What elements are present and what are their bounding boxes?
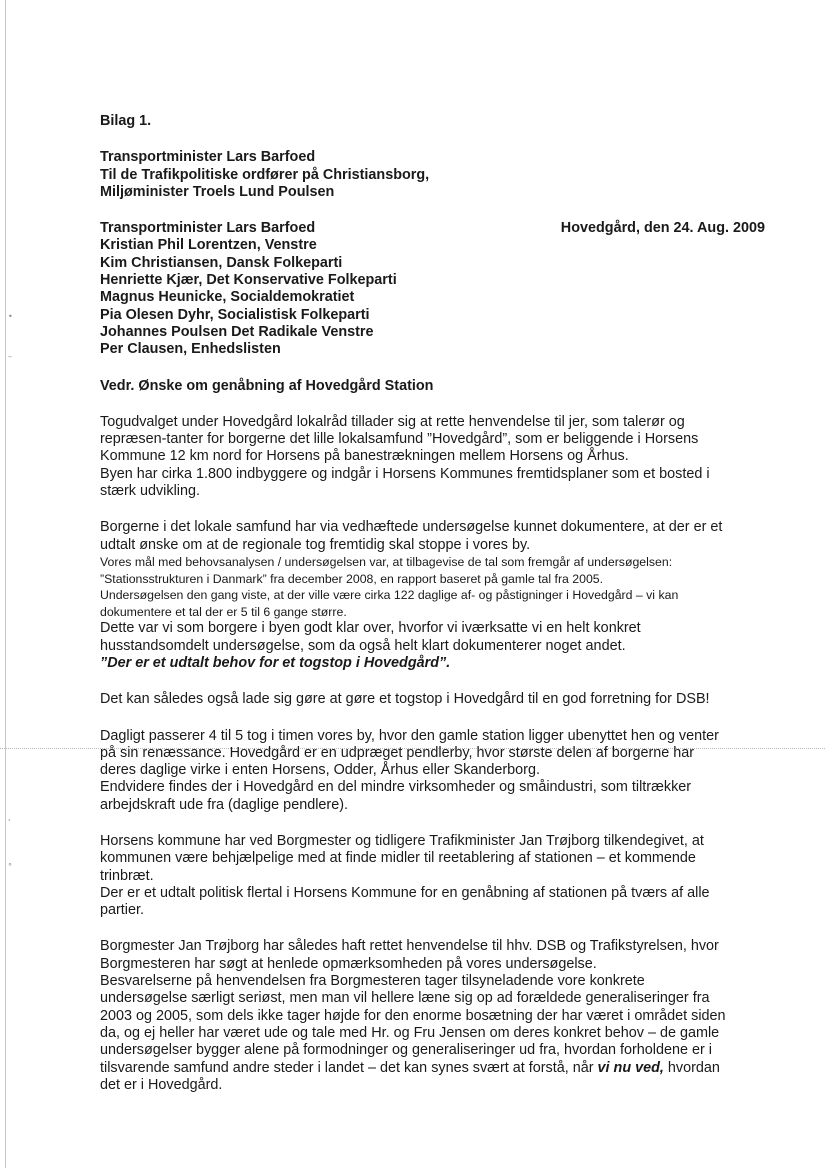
text-line: Borgmester Jan Trøjborg har således haft rettet henvendelse til hhv. DSB og Trafikstyrelsen, hvor [100, 938, 719, 955]
recipient-block [100, 220, 765, 358]
text-line [100, 1060, 765, 1077]
text-line: det er i Hovedgård. [100, 1076, 223, 1093]
text-line: Togudvalget under Hovedgård lokalråd tillader sig at rette henvendelse til jer, som talerør og [100, 413, 685, 430]
paragraph-intro [100, 414, 765, 500]
text-line: Dagligt passerer 4 til 5 tog i timen vores by, hvor den gamle station ligger ubenyttet hen og venter [100, 727, 719, 744]
recipient-line: Henriette Kjær, Det Konservative Folkeparti [100, 272, 397, 289]
text-line: på sin renæssance. Hovedgård er en udpræget pendlerby, hvor største delen af borgerne har [100, 744, 695, 761]
text-line: Borgmesteren har søgt at henlede opmærksomheden på vores undersøgelse. [100, 955, 597, 972]
scan-speck: • [8, 312, 13, 321]
text-line: repræsen-tanter for borgerne det lille lokalsamfund ”Hovedgård”, som er beliggende i Horsens [100, 431, 699, 448]
addressee-block [100, 149, 765, 201]
text-line-small: ”Stationsstrukturen i Danmark” fra december 2008, en rapport baseret på gamle tal fra 2005. [100, 571, 604, 586]
text-line: husstandsomdelt undersøgelse, som da også helt klart dokumenterer noget andet. [100, 637, 626, 654]
letter-page [100, 113, 765, 1094]
text-segment: hvordan [663, 1059, 720, 1076]
scan-left-edge [5, 0, 6, 1168]
paragraph-survey [100, 519, 765, 672]
text-line: udtalt ønske om at de regionale tog fremtidig skal stoppe i vores by. [100, 536, 531, 553]
text-line: undersøgelser bygger alene på formodninger og generaliseringer ud fra, hvordan forholdene er i [100, 1042, 712, 1059]
text-line: partier. [100, 902, 144, 919]
emphasis-text: vi nu ved, [597, 1059, 664, 1076]
text-line: Besvarelserne på henvendelsen fra Borgmesteren tager tilsyneladende vore konkrete [100, 973, 645, 990]
text-line: Kommune 12 km nord for Horsens på banestrækningen mellem Horsens og Århus. [100, 448, 629, 465]
text-line: deres daglige virke i enten Horsens, Odder, Århus eller Skanderborg. [100, 762, 540, 779]
text-line: Endvidere findes der i Hovedgård en del mindre virksomheder og småindustri, som tiltrækker [100, 779, 692, 796]
recipient-line: Kristian Phil Lorentzen, Venstre [100, 237, 317, 254]
recipient-line: Transportminister Lars Barfoed [100, 220, 316, 237]
scan-speck: – [8, 352, 12, 361]
text-line-small: Vores mål med behovsanalysen / undersøgelsen var, at tilbagevise de tal som fremgår af undersøgelsen: [100, 554, 673, 569]
addressee-line: Transportminister Lars Barfoed [100, 149, 316, 166]
paragraph-mayor [100, 938, 765, 1094]
text-line: Byen har cirka 1.800 indbyggere og indgår i Horsens Kommunes fremtidsplaner som et bosted i [100, 465, 710, 482]
text-line: da, og ej heller har været ude og tale med Hr. og Fru Jensen om deres konkret behov – de gamle [100, 1024, 720, 1041]
attachment-label: Bilag 1. [100, 113, 152, 129]
subject-line: Vedr. Ønske om genåbning af Hovedgård Station [100, 377, 434, 394]
addressee-line: Miljøminister Troels Lund Poulsen [100, 183, 335, 200]
text-line: arbejdskraft ude fra (daglige pendlere). [100, 796, 348, 813]
text-line: stærk udvikling. [100, 483, 200, 500]
scan-speck: ° [8, 862, 12, 871]
text-line: Borgerne i det lokale samfund har via vedhæftede undersøgelse kunnet dokumentere, at der er et [100, 519, 723, 536]
date-line: Hovedgård, den 24. Aug. 2009 [560, 220, 765, 237]
paragraph-traffic [100, 728, 765, 814]
text-line: 2003 og 2005, som dels ikke tager højde for den enorme bosætning der har været i området siden [100, 1007, 726, 1024]
text-line: Horsens kommune har ved Borgmester og tidligere Trafikminister Jan Trøjborg tilkendegivet, at [100, 832, 704, 849]
text-line: Dette var vi som borgere i byen godt klar over, hvorfor vi iværksatte vi en helt konkret [100, 620, 641, 637]
scan-speck: ‘ [8, 818, 11, 827]
emphasis-quote: ”Der er et udtalt behov for et togstop i Hovedgård”. [100, 654, 451, 671]
text-line-small: Undersøgelsen den gang viste, at der ville være cirka 122 daglige af- og påstigninger i Hovedgård – vi kan [100, 588, 679, 603]
recipient-line: Kim Christiansen, Dansk Folkeparti [100, 254, 343, 271]
text-line-small: dokumentere et tal der er 5 til 6 gange større. [100, 604, 347, 619]
paragraph-municipality [100, 833, 765, 919]
text-segment: tilsvarende samfund andre steder i landet – det kan synes svært at forstå, når [100, 1059, 598, 1076]
recipient-line: Per Clausen, Enhedslisten [100, 341, 281, 358]
recipient-line: Magnus Heunicke, Socialdemokratiet [100, 289, 355, 306]
recipient-line: Pia Olesen Dyhr, Socialistisk Folkeparti [100, 306, 370, 323]
recipient-line: Johannes Poulsen Det Radikale Venstre [100, 323, 374, 340]
text-line: undersøgelse særligt seriøst, men man vil hellere læne sig op ad forældede generaliseringer fra [100, 990, 710, 1007]
text-line: trinbræt. [100, 867, 154, 884]
text-line: Der er et udtalt politisk flertal i Horsens Kommune for en genåbning af stationen på tværs af alle [100, 884, 710, 901]
addressee-line: Til de Trafikpolitiske ordfører på Christiansborg, [100, 166, 430, 183]
text-line: kommunen være behjælpelige med at finde midler til reetablering af stationen – et kommende [100, 850, 696, 867]
paragraph-business: Det kan således også lade sig gøre at gøre et togstop i Hovedgård til en god forretning for DSB! [100, 691, 710, 708]
